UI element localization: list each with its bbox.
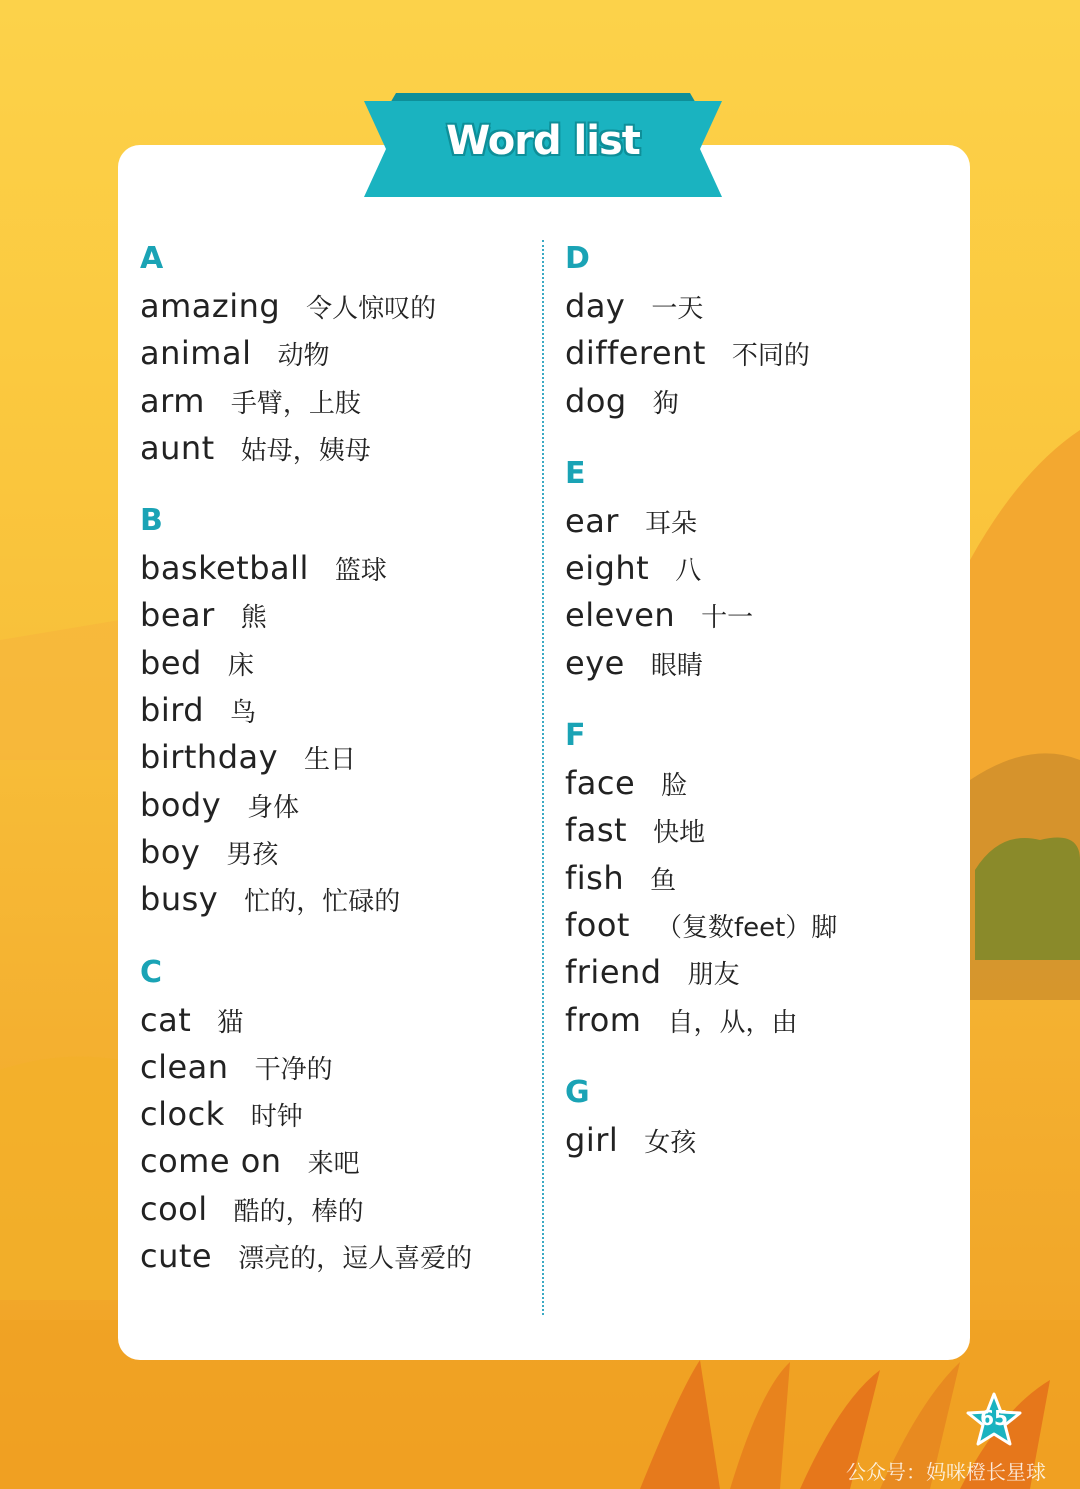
chinese-meaning: 令人惊叹的 xyxy=(306,294,437,324)
english-word: cool xyxy=(140,1189,208,1228)
chinese-meaning: 猫 xyxy=(217,1007,244,1038)
english-word: body xyxy=(140,785,222,824)
english-word: busy xyxy=(140,880,219,919)
english-word: from xyxy=(565,1000,642,1039)
right-column xyxy=(565,236,837,1190)
english-word: foot xyxy=(565,905,630,944)
column-divider xyxy=(542,240,544,1315)
section-letter: B xyxy=(140,503,163,539)
word-entry xyxy=(565,807,837,854)
section-letter: F xyxy=(565,718,586,754)
english-word: clean xyxy=(140,1047,229,1086)
section-letter: C xyxy=(140,954,163,990)
chinese-meaning: 酷的，棒的 xyxy=(233,1196,364,1227)
word-entry xyxy=(140,592,472,639)
word-entry xyxy=(140,283,472,330)
word-entry xyxy=(140,782,472,829)
chinese-meaning: 脸 xyxy=(661,771,688,802)
english-word: eight xyxy=(565,549,650,588)
section-d xyxy=(565,236,837,425)
chinese-meaning: 篮球 xyxy=(334,556,387,587)
chinese-meaning: 鸟 xyxy=(230,698,257,729)
chinese-meaning: 忙的，忙碌的 xyxy=(244,887,401,918)
word-entry xyxy=(140,1138,472,1185)
word-entry xyxy=(565,545,837,592)
word-entry xyxy=(565,592,837,639)
english-word: cute xyxy=(140,1237,213,1276)
page-title: Word list xyxy=(446,118,640,164)
chinese-meaning: 男孩 xyxy=(226,839,279,870)
word-entry xyxy=(565,855,837,902)
chinese-meaning: 自，从，由 xyxy=(667,1007,798,1038)
chinese-meaning: 不同的 xyxy=(731,341,810,372)
english-word: aunt xyxy=(140,428,215,467)
chinese-meaning: 姑母，姨母 xyxy=(240,435,371,466)
word-entry xyxy=(140,829,472,876)
chinese-meaning: 八 xyxy=(675,556,702,587)
word-entry xyxy=(140,1091,472,1138)
section-letter: D xyxy=(565,241,590,276)
english-word: day xyxy=(565,287,626,325)
chinese-meaning: 身体 xyxy=(247,792,300,823)
english-word: bird xyxy=(140,691,205,730)
english-word: arm xyxy=(140,381,205,420)
section-g xyxy=(565,1070,837,1164)
left-column xyxy=(140,236,472,1306)
chinese-meaning: 漂亮的，逗人喜爱的 xyxy=(238,1244,473,1275)
word-entry xyxy=(140,687,472,734)
chinese-meaning: 女孩 xyxy=(644,1127,697,1158)
chinese-meaning: 十一 xyxy=(701,603,754,634)
word-entry xyxy=(565,760,837,807)
section-letter: A xyxy=(140,241,164,276)
english-word: bed xyxy=(140,643,202,682)
section-letter: G xyxy=(565,1074,590,1110)
chinese-meaning: 朋友 xyxy=(687,960,740,991)
word-entry xyxy=(140,1186,472,1233)
word-entry xyxy=(565,949,837,996)
chinese-meaning: 动物 xyxy=(277,341,330,372)
word-entry xyxy=(140,425,472,472)
english-word: friend xyxy=(565,953,662,992)
chinese-meaning: 干净的 xyxy=(254,1054,333,1085)
word-entry xyxy=(140,997,472,1044)
chinese-meaning: 一天 xyxy=(651,294,704,324)
english-word: girl xyxy=(565,1120,619,1159)
english-word: eleven xyxy=(565,596,676,635)
word-entry xyxy=(565,997,837,1044)
word-entry xyxy=(140,330,472,377)
watermark: 公众号：妈咪橙长星球 xyxy=(846,1460,1046,1484)
english-word: cat xyxy=(140,1000,192,1039)
word-entry xyxy=(140,876,472,923)
section-letter: E xyxy=(565,455,586,491)
section-b xyxy=(140,498,472,923)
english-word: ear xyxy=(565,501,619,540)
english-word: come on xyxy=(140,1142,282,1181)
section-c xyxy=(140,950,472,1281)
english-word: amazing xyxy=(140,287,281,325)
section-a xyxy=(140,236,472,472)
chinese-meaning: （复数feet）脚 xyxy=(655,912,838,943)
english-word: different xyxy=(565,334,706,373)
english-word: birthday xyxy=(140,738,279,777)
word-entry xyxy=(565,902,837,949)
section-e xyxy=(565,451,837,687)
word-entry xyxy=(140,1233,472,1280)
chinese-meaning: 熊 xyxy=(240,603,267,634)
english-word: basketball xyxy=(140,549,309,588)
english-word: animal xyxy=(140,334,252,373)
english-word: bear xyxy=(140,596,215,635)
word-entry xyxy=(140,378,472,425)
word-entry xyxy=(565,330,837,377)
section-f xyxy=(565,713,837,1044)
chinese-meaning: 时钟 xyxy=(250,1102,303,1133)
chinese-meaning: 狗 xyxy=(652,388,679,419)
chinese-meaning: 来吧 xyxy=(307,1149,360,1180)
chinese-meaning: 快地 xyxy=(653,818,706,849)
english-word: fast xyxy=(565,811,628,850)
word-entry xyxy=(140,640,472,687)
word-entry xyxy=(565,640,837,687)
word-entry xyxy=(140,1044,472,1091)
chinese-meaning: 手臂，上肢 xyxy=(230,388,361,419)
word-entry xyxy=(140,545,472,592)
word-entry xyxy=(565,378,837,425)
chinese-meaning: 鱼 xyxy=(650,865,677,896)
word-entry xyxy=(565,1117,837,1164)
english-word: face xyxy=(565,764,636,803)
chinese-meaning: 耳朵 xyxy=(644,508,697,539)
chinese-meaning: 床 xyxy=(227,650,254,681)
english-word: boy xyxy=(140,832,201,871)
english-word: clock xyxy=(140,1095,225,1134)
word-entry xyxy=(565,498,837,545)
word-entry xyxy=(565,283,837,330)
english-word: dog xyxy=(565,381,627,420)
english-word: eye xyxy=(565,643,625,682)
chinese-meaning: 生日 xyxy=(304,745,357,776)
english-word: fish xyxy=(565,858,625,897)
word-entry xyxy=(140,734,472,781)
chinese-meaning: 眼睛 xyxy=(650,650,703,681)
page-number: 65 xyxy=(980,1406,1008,1430)
